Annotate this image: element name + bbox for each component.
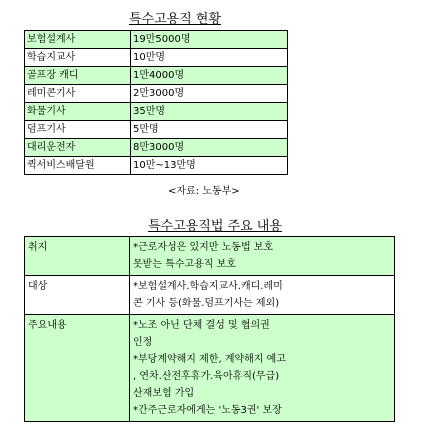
- table-row: [25, 103, 288, 121]
- count-cell: 35만명: [131, 103, 288, 121]
- content-line: 콘 기사 등(화물.덤프기사는 제외): [133, 298, 280, 309]
- count-cell: 19만5000명: [131, 31, 288, 49]
- content-line: 산재보험 가입: [133, 388, 195, 399]
- table-row: [25, 49, 288, 67]
- content-line: *보험설계사.학습지교사.캐디.레미: [133, 281, 283, 292]
- content-line: *노조 아닌 단체 결성 및 협의권: [133, 320, 270, 331]
- stats-table: [24, 30, 288, 175]
- job-cell: 대리운전자: [25, 139, 131, 157]
- content-line: *부당계약해지 제한, 계약해지 예고: [133, 354, 286, 365]
- row-content: [130, 237, 395, 276]
- content-line: , 연차.산전후휴가.육아휴직(무급): [133, 371, 280, 382]
- row-label: 주요내용: [25, 315, 130, 422]
- table-row: [25, 276, 395, 315]
- content-line: *근로자성은 있지만 노동법 보호: [133, 242, 274, 253]
- table-row: [25, 67, 288, 85]
- law-table-title: 특수고용직법 주요 내용: [148, 219, 282, 234]
- count-cell: 8만3000명: [131, 139, 288, 157]
- count-cell: 5만명: [131, 121, 288, 139]
- count-cell: 2만3000명: [131, 85, 288, 103]
- content-line: *간주근로자에게는 '노동3권' 보장: [133, 405, 282, 416]
- row-content: [130, 315, 395, 422]
- row-label: 대상: [25, 276, 130, 315]
- content-line: 못받는 특수고용직 보호: [133, 259, 236, 270]
- table-row: [25, 237, 395, 276]
- row-content: [130, 276, 395, 315]
- job-cell: 골프장 캐디: [25, 67, 131, 85]
- table-row: [25, 157, 288, 175]
- count-cell: 10만명: [131, 49, 288, 67]
- count-cell: 10만~13만명: [131, 157, 288, 175]
- source-note: <자료: 노동부>: [168, 186, 240, 197]
- job-cell: 화물기사: [25, 103, 131, 121]
- table-row: [25, 121, 288, 139]
- table-row: [25, 31, 288, 49]
- count-cell: 1만4000명: [131, 67, 288, 85]
- job-cell: 보험설계사: [25, 31, 131, 49]
- job-cell: 덤프기사: [25, 121, 131, 139]
- stats-table-title: 특수고용직 현황: [128, 12, 222, 27]
- job-cell: 학습지교사: [25, 49, 131, 67]
- row-label: 취지: [25, 237, 130, 276]
- job-cell: 퀵서비스배달원: [25, 157, 131, 175]
- content-line: 인정: [133, 337, 153, 348]
- table-row: [25, 315, 395, 422]
- law-table: [24, 236, 395, 422]
- table-row: [25, 85, 288, 103]
- job-cell: 레미콘기사: [25, 85, 131, 103]
- table-row: [25, 139, 288, 157]
